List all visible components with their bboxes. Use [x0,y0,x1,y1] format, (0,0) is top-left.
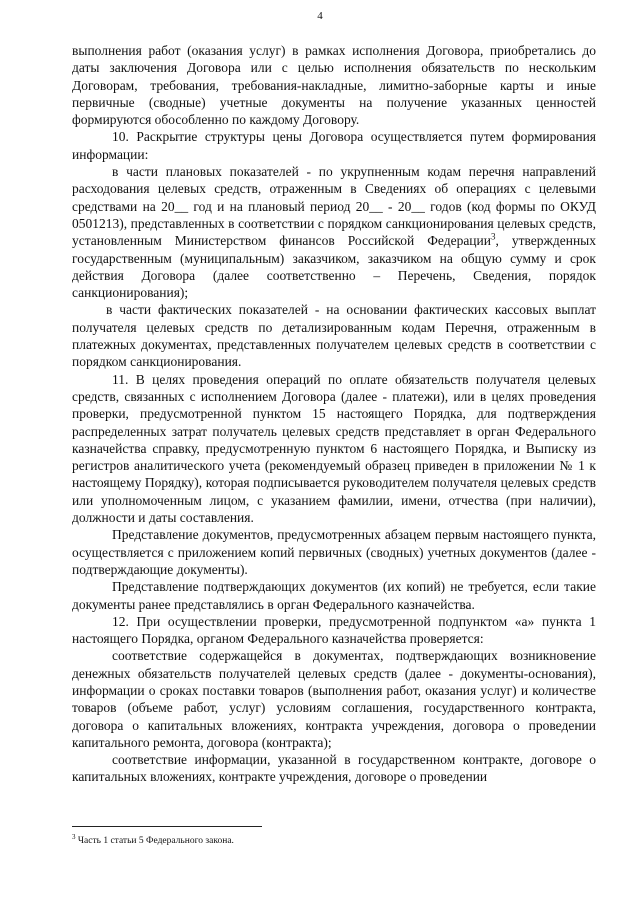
paragraph-item-12: 12. При осуществлении проверки, предусмотренной подпунктом «а» пункта 1 настоящего Порядка, органом Федерального казначейства проверяется: [72,613,596,647]
paragraph-compliance-documents: соответствие содержащейся в документах, подтверждающих возникновение денежных обязательств получателей целевых средств (далее - документы-основания), информации о сроках поставки товаров (выполнения работ, оказания услуг) и количестве товаров (объеме работ, услуг) условиям соглашения, государственного контракта, договора о капитальных вложениях, контракта учреждения, договора о проведении капитального ремонта, договора (контракта); [72,648,596,750]
footnote-divider [72,826,262,827]
footnote-text: Часть 1 статьи 5 Федерального закона. [77,836,234,846]
paragraph-documents-submission: Представление документов, предусмотренных абзацем первым настоящего пункта, осуществляется с приложением копий первичных (сводных) учетных документов (далее - подтверждающие документы). [72,527,596,577]
footnote-reference: 3 [491,231,496,242]
paragraph-actual-indicators: в части фактических показателей - на основании фактических кассовых выплат получателя целевых средств по детализированным кодам Перечня, отраженным в платежных документах, представленных получателем целевых средств в соответствии с порядком санкционирования. [72,302,596,370]
planned-indicators-text: в части плановых показателей - по укрупненным кодам перечня направлений расходования целевых средств, отраженным в Сведениях об операциях с целевыми средствами на 20__ год и на плановый период 20__ - 20__ годов (код формы по ОКУД 0501213), представленных в соответствии с порядком санкционирования целевых средств, установленным Министерством финансов Российской Федерации [72,164,596,249]
page-number: 4 [317,10,323,22]
paragraph-continuation: выполнения работ (оказания услуг) в рамках исполнения Договора, приобретались до даты заключения Договора или с целью исполнения обязательств по нескольким Договорам, требования, требования-накладные, лимитно-заборные карты и иные первичные (сводные) учетные документы на получение указанных ценностей формируются обособленно по каждому Договору. [72,43,596,128]
paragraph-documents-not-required: Представление подтверждающих документов (их копий) не требуется, если такие документы ранее представлялись в орган Федерального казначейства. [72,579,596,612]
document-body [72,42,596,786]
paragraph-item-10: 10. Раскрытие структуры цены Договора осуществляется путем формирования информации: [72,129,596,162]
paragraph-item-11: 11. В целях проведения операций по оплате обязательств получателя целевых средств, связанных с исполнением Договора (далее - платежи), или в целях проведения проверки, предусмотренной пунктом 15 настоящего Порядка, для подтверждения распределенных затрат получатель целевых средств представляет в орган Федерального казначейства справку, предусмотренную пунктом 6 настоящего Порядка, и Выписку из регистров аналитического учета (рекомендуемый образец приведен в приложении № 1 к настоящему Порядку), которая подписывается руководителем получателя целевых средств или уполномоченным лицом, с указанием фамилии, имени, отчества (при наличии), должности и даты составления. [72,371,596,526]
planned-indicators-text-cont: , утвержденных государственным (муниципальным) заказчиком, заказчиком на общую сумму и срок действия Договора (далее соответственно – Перечень, Сведения, порядок санкционирования); [72,233,596,301]
footnote-marker: 3 [72,832,76,841]
paragraph-compliance-contract: соответствие информации, указанной в государственном контракте, договоре о капитальных вложениях, контракте учреждения, договоре о проведении [72,752,596,785]
footnote [72,832,592,846]
paragraph-planned-indicators [72,163,596,301]
